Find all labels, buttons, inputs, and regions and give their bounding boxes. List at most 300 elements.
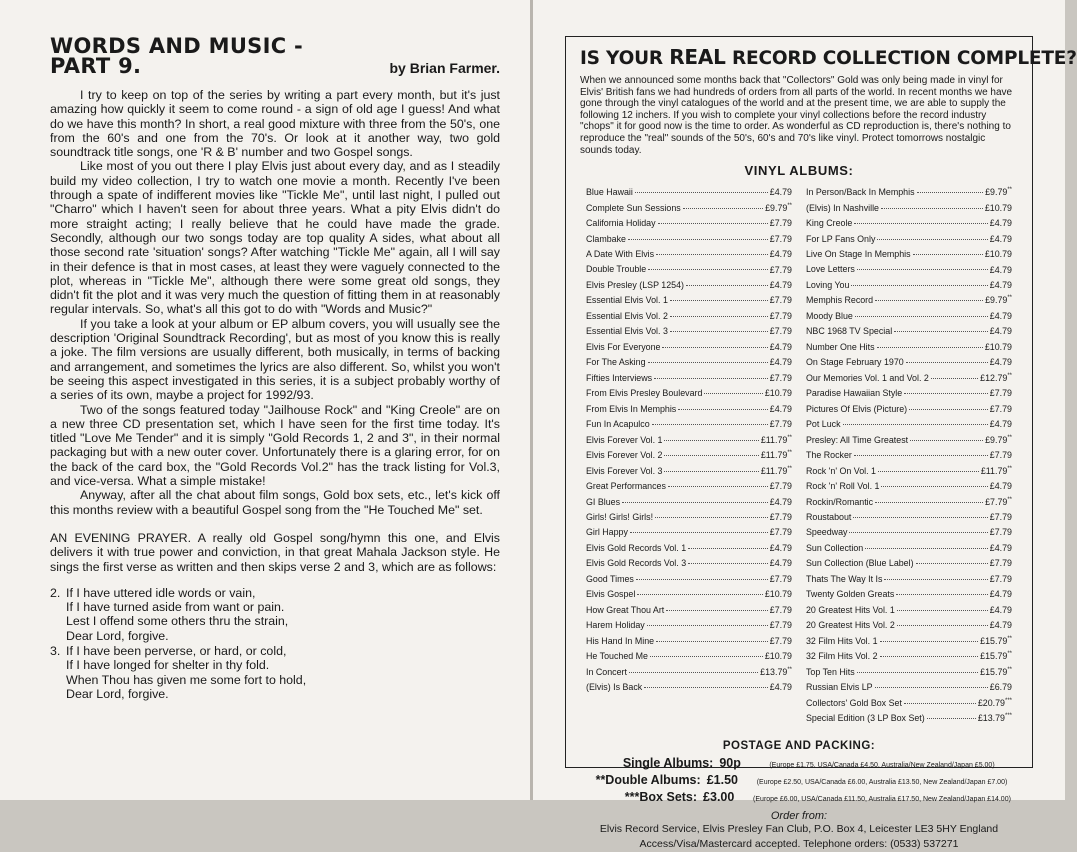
leader-dots bbox=[857, 672, 979, 673]
leader-dots bbox=[854, 223, 987, 224]
verse-line: Dear Lord, forgive. bbox=[66, 628, 169, 643]
song-section-intro: AN EVENING PRAYER. A really old Gospel song/hymn this one, and Elvis delivers it with true power and conviction, in that great Mahala Jackson style. He sings the first verse as written and then skips verse 2 and 3, which are as follows: bbox=[50, 530, 500, 574]
album-price bbox=[990, 354, 1012, 369]
album-price bbox=[978, 695, 1012, 710]
album-row bbox=[806, 571, 1012, 586]
lyrics-verses bbox=[50, 586, 500, 701]
album-title: From Elvis Presley Boulevard bbox=[586, 388, 703, 399]
album-row bbox=[586, 215, 792, 230]
album-price bbox=[770, 540, 792, 555]
album-title: Girls! Girls! Girls! bbox=[586, 511, 654, 522]
album-title: GI Blues bbox=[586, 496, 621, 507]
leader-dots bbox=[686, 285, 768, 286]
album-row bbox=[586, 354, 792, 369]
verse-line: Lest I offend some others thru the strain, bbox=[66, 614, 289, 629]
album-title: Pot Luck bbox=[806, 419, 841, 430]
rate-note: (Europe £2.50, USA/Canada £6.00, Australia £13.50, New Zealand/Japan £7.00) bbox=[756, 778, 1008, 786]
album-row bbox=[586, 401, 792, 416]
album-price-value: £20.79 bbox=[977, 697, 1005, 708]
album-price bbox=[985, 246, 1012, 261]
rate-label: Single Albums: bbox=[622, 755, 714, 770]
leader-dots bbox=[877, 239, 987, 240]
album-title: Elvis Gold Records Vol. 1 bbox=[586, 542, 687, 553]
album-price-value: £7.79 bbox=[989, 573, 1012, 584]
album-price-value: £7.79 bbox=[769, 635, 792, 646]
album-price bbox=[985, 494, 1012, 509]
album-price-value: £4.79 bbox=[989, 620, 1012, 631]
advert-title-pre: IS YOUR bbox=[580, 48, 670, 69]
postage-heading: POSTAGE AND PACKING: bbox=[722, 739, 876, 752]
leader-dots bbox=[637, 594, 763, 595]
album-row bbox=[806, 494, 1012, 509]
verse-number: 2. bbox=[50, 585, 61, 600]
album-price-value: £11.79 bbox=[760, 434, 788, 445]
album-title: Number One Hits bbox=[806, 341, 875, 352]
album-price bbox=[990, 679, 1012, 694]
album-price bbox=[770, 509, 792, 524]
album-price-marks: ** bbox=[1007, 496, 1012, 503]
leader-dots bbox=[897, 625, 988, 626]
album-row bbox=[586, 478, 792, 493]
leader-dots bbox=[654, 378, 768, 379]
leader-dots bbox=[880, 641, 979, 642]
postage-rate bbox=[580, 756, 1018, 773]
article-byline: by Brian Farmer. bbox=[389, 60, 500, 76]
album-price-marks: ** bbox=[787, 434, 792, 441]
leader-dots bbox=[851, 285, 987, 286]
album-title: Special Edition (3 LP Box Set) bbox=[806, 713, 925, 724]
article-body bbox=[50, 88, 500, 574]
leader-dots bbox=[917, 192, 984, 193]
album-row bbox=[586, 571, 792, 586]
album-price-value: £9.79 bbox=[985, 187, 1008, 198]
leader-dots bbox=[843, 424, 988, 425]
album-row bbox=[586, 494, 792, 509]
leader-dots bbox=[853, 517, 987, 518]
album-price-value: £7.79 bbox=[769, 264, 792, 275]
album-price-value: £4.79 bbox=[989, 264, 1012, 275]
album-price-marks: ** bbox=[787, 202, 792, 209]
album-title: Rock 'n' Roll Vol. 1 bbox=[806, 481, 880, 492]
album-price-value: £4.79 bbox=[769, 279, 792, 290]
album-title: Elvis Forever Vol. 2 bbox=[586, 450, 663, 461]
album-title: Collectors' Gold Box Set bbox=[806, 697, 902, 708]
album-price bbox=[985, 292, 1012, 307]
album-row bbox=[586, 664, 792, 679]
album-row bbox=[586, 370, 792, 385]
article-paragraph: I try to keep on top of the series by writing a part every month, but it's just amazing how quickly it seem to come round - a sign of old age I guess! And what do we have this month? In short, a real good mixture with three from the 50's, one from the 60's and one from the 70's. Or look at it another way, two gold soundtrack title songs, one 'R & B' number and two Gospel songs. bbox=[50, 88, 500, 160]
verse-lines bbox=[66, 644, 306, 701]
album-price-value: £4.79 bbox=[989, 542, 1012, 553]
album-row bbox=[586, 555, 792, 570]
leader-dots bbox=[896, 594, 987, 595]
album-price-value: £4.79 bbox=[989, 589, 1012, 600]
album-price bbox=[985, 200, 1012, 215]
album-title: Essential Elvis Vol. 2 bbox=[586, 310, 668, 321]
right-page bbox=[533, 0, 1077, 850]
album-price-value: £7.79 bbox=[769, 527, 792, 538]
album-title: 32 Film Hits Vol. 1 bbox=[806, 635, 878, 646]
leader-dots bbox=[854, 455, 988, 456]
album-title: Moody Blue bbox=[806, 310, 853, 321]
album-row bbox=[586, 633, 792, 648]
album-title: Elvis Gold Records Vol. 3 bbox=[586, 558, 687, 569]
album-price-marks: ** bbox=[787, 465, 792, 472]
album-price bbox=[980, 633, 1012, 648]
leader-dots bbox=[629, 672, 758, 673]
leader-dots bbox=[648, 269, 768, 270]
album-row bbox=[806, 617, 1012, 632]
album-price bbox=[770, 370, 792, 385]
article-paragraph: Like most of you out there I play Elvis just about every day, and as I steadily build my video collection, I try to watch one movie a month. Recently I've been through a spate of indifferent movies like "Tickle Me", until last night, I pulled out "Charro" which I haven't seen for about three years. What a pity Elvis didn't do more straight acting; I really believe that he could have made the grade. Secondly, although our two songs today are top quality A sides, what about all those second rate 'situation' songs? After watching "Tickle Me" again, all I will say in their defence is that in most cases, at least they were vaguely connected to the plot, whereas in "Tickle Me", although there were some great old songs, they didn't fit the plot and it was very much the question of fitting them in at reasonably regular intervals. So, what's all this got to do with "Words and Music?" bbox=[50, 159, 500, 317]
leader-dots bbox=[650, 656, 763, 657]
album-price-value: £13.79 bbox=[977, 713, 1005, 724]
leader-dots bbox=[628, 239, 768, 240]
album-row bbox=[806, 370, 1012, 385]
album-price bbox=[990, 416, 1012, 431]
album-price bbox=[770, 416, 792, 431]
rate-price: £3.00 bbox=[703, 789, 735, 804]
album-row bbox=[806, 200, 1012, 215]
album-price-value: £7.79 bbox=[769, 295, 792, 306]
album-title: In Person/Back In Memphis bbox=[806, 187, 915, 198]
album-price-value: £4.79 bbox=[989, 233, 1012, 244]
album-price-marks: *** bbox=[1004, 697, 1012, 704]
album-price-marks: ** bbox=[1007, 434, 1012, 441]
album-price bbox=[770, 602, 792, 617]
album-row bbox=[806, 416, 1012, 431]
album-row bbox=[586, 648, 792, 663]
album-price-value: £4.79 bbox=[769, 542, 792, 553]
album-price-marks: ** bbox=[787, 666, 792, 673]
album-price-value: £4.79 bbox=[989, 326, 1012, 337]
album-row bbox=[806, 602, 1012, 617]
album-title: His Hand In Mine bbox=[586, 635, 655, 646]
album-price bbox=[761, 432, 792, 447]
album-title: Elvis Gospel bbox=[586, 589, 636, 600]
album-row bbox=[806, 354, 1012, 369]
album-price bbox=[990, 215, 1012, 230]
album-price bbox=[770, 633, 792, 648]
leader-dots bbox=[931, 378, 978, 379]
album-price-value: £4.79 bbox=[769, 341, 792, 352]
album-title: A Date With Elvis bbox=[586, 249, 655, 259]
rate-note: (Europe £6.00, USA/Canada £11.50, Australia £17.50, New Zealand/Japan £14.00) bbox=[753, 795, 1011, 803]
album-price bbox=[770, 231, 792, 246]
leader-dots bbox=[865, 548, 988, 549]
album-title: Rockin/Romantic bbox=[806, 496, 874, 507]
album-title: 32 Film Hits Vol. 2 bbox=[806, 651, 878, 662]
album-price bbox=[770, 571, 792, 586]
album-price-value: £4.79 bbox=[989, 604, 1012, 615]
album-title: Clambake bbox=[586, 233, 626, 244]
record-advert bbox=[565, 36, 1077, 850]
rate-note: (Europe £1.75, USA/Canada £4.50, Australia/New Zealand/Japan £5.00) bbox=[769, 761, 995, 769]
album-title: (Elvis) In Nashville bbox=[806, 202, 879, 213]
leader-dots bbox=[656, 254, 768, 255]
album-price bbox=[981, 463, 1012, 478]
album-price-value: £4.79 bbox=[989, 481, 1012, 492]
album-price-value: £11.79 bbox=[980, 465, 1008, 476]
album-title: Roustabout bbox=[806, 511, 852, 522]
album-price bbox=[990, 401, 1012, 416]
leader-dots bbox=[906, 362, 988, 363]
album-price-marks: ** bbox=[1007, 372, 1012, 379]
album-price bbox=[978, 710, 1012, 725]
album-price bbox=[990, 571, 1012, 586]
album-price-value: £7.79 bbox=[769, 326, 792, 337]
album-row bbox=[586, 447, 792, 462]
album-price bbox=[770, 524, 792, 539]
album-row bbox=[806, 262, 1012, 277]
album-row bbox=[806, 231, 1012, 246]
album-title: Sun Collection bbox=[806, 542, 864, 553]
album-price-value: £4.79 bbox=[989, 279, 1012, 290]
album-price-value: £7.79 bbox=[769, 604, 792, 615]
album-row bbox=[586, 540, 792, 555]
lyrics-verse bbox=[50, 586, 500, 643]
album-price bbox=[990, 323, 1012, 338]
album-row bbox=[806, 339, 1012, 354]
leader-dots bbox=[894, 331, 988, 332]
vinyl-albums-heading: VINYL ALBUMS: bbox=[744, 163, 854, 179]
advert-title-post: RECORD COLLECTION COMPLETE? bbox=[725, 48, 1077, 69]
leader-dots bbox=[655, 517, 768, 518]
album-price-value: £10.79 bbox=[984, 249, 1012, 259]
album-row bbox=[586, 416, 792, 431]
album-row bbox=[806, 463, 1012, 478]
album-price bbox=[770, 246, 792, 261]
leader-dots bbox=[897, 610, 988, 611]
verse-line: If I have turned aside from want or pain. bbox=[66, 600, 285, 615]
album-price-value: £4.79 bbox=[769, 187, 792, 198]
album-title: NBC 1968 TV Special bbox=[806, 326, 893, 337]
article-title-line-2: PART 9. bbox=[50, 54, 142, 78]
leader-dots bbox=[652, 424, 768, 425]
album-row bbox=[806, 215, 1012, 230]
album-title: Girl Happy bbox=[586, 527, 628, 538]
album-title: Presley: All Time Greatest bbox=[806, 434, 909, 445]
leader-dots bbox=[630, 532, 768, 533]
album-title: Complete Sun Sessions bbox=[586, 202, 681, 213]
album-title: Twenty Golden Greats bbox=[806, 589, 895, 600]
leader-dots bbox=[636, 579, 768, 580]
album-price bbox=[990, 277, 1012, 292]
album-title: Paradise Hawaiian Style bbox=[806, 388, 903, 399]
album-row bbox=[586, 184, 792, 199]
album-price bbox=[990, 478, 1012, 493]
verse-line: Dear Lord, forgive. bbox=[66, 686, 169, 701]
album-title: Thats The Way It Is bbox=[806, 573, 883, 584]
album-row bbox=[586, 308, 792, 323]
album-price bbox=[770, 323, 792, 338]
album-title: Fifties Interviews bbox=[586, 372, 653, 383]
album-price-value: £4.79 bbox=[769, 682, 792, 693]
leader-dots bbox=[688, 548, 768, 549]
leader-dots bbox=[910, 440, 983, 441]
album-price-value: £10.79 bbox=[984, 341, 1012, 352]
album-price bbox=[980, 370, 1012, 385]
album-price-value: £7.79 bbox=[989, 450, 1012, 461]
album-row bbox=[806, 478, 1012, 493]
leader-dots bbox=[664, 455, 758, 456]
album-row bbox=[806, 401, 1012, 416]
album-price-value: £4.79 bbox=[769, 496, 792, 507]
leader-dots bbox=[881, 486, 987, 487]
album-price bbox=[765, 200, 792, 215]
album-title: Love Letters bbox=[806, 264, 855, 275]
album-price-value: £7.79 bbox=[989, 388, 1012, 399]
album-row bbox=[806, 679, 1012, 694]
album-price bbox=[985, 339, 1012, 354]
album-row bbox=[586, 262, 792, 277]
album-price bbox=[761, 447, 792, 462]
album-row bbox=[586, 524, 792, 539]
album-title: Russian Elvis LP bbox=[806, 682, 873, 693]
album-price bbox=[770, 555, 792, 570]
postage-rate bbox=[580, 790, 1018, 807]
album-price bbox=[770, 494, 792, 509]
album-row bbox=[806, 447, 1012, 462]
leader-dots bbox=[622, 502, 768, 503]
album-price-value: £4.79 bbox=[769, 249, 792, 259]
album-price bbox=[990, 262, 1012, 277]
album-price bbox=[770, 401, 792, 416]
album-price-marks: ** bbox=[1007, 635, 1012, 642]
album-row bbox=[586, 200, 792, 215]
album-price-value: £10.79 bbox=[764, 388, 792, 399]
verse-line: If I have uttered idle words or vain, bbox=[66, 585, 256, 600]
album-price bbox=[760, 664, 792, 679]
album-title: He Touched Me bbox=[586, 651, 648, 662]
album-price-value: £7.79 bbox=[989, 511, 1012, 522]
album-price bbox=[765, 648, 792, 663]
album-row bbox=[806, 648, 1012, 663]
album-price-list bbox=[580, 184, 1018, 725]
postage-rate bbox=[580, 773, 1018, 790]
album-price-value: £7.79 bbox=[989, 527, 1012, 538]
album-price-value: £9.79 bbox=[985, 434, 1008, 445]
album-title: Our Memories Vol. 1 and Vol. 2 bbox=[806, 372, 929, 383]
album-row bbox=[586, 339, 792, 354]
album-row bbox=[586, 463, 792, 478]
album-price bbox=[990, 509, 1012, 524]
album-price-value: £7.79 bbox=[769, 481, 792, 492]
leader-dots bbox=[664, 440, 758, 441]
album-price-value: £7.79 bbox=[769, 620, 792, 631]
leader-dots bbox=[658, 223, 768, 224]
album-title: Memphis Record bbox=[806, 295, 874, 306]
leader-dots bbox=[880, 656, 979, 657]
album-title: Double Trouble bbox=[586, 264, 647, 275]
album-row bbox=[586, 509, 792, 524]
album-price-value: £7.79 bbox=[769, 419, 792, 430]
album-row bbox=[806, 664, 1012, 679]
album-price bbox=[770, 292, 792, 307]
album-price bbox=[980, 664, 1012, 679]
leader-dots bbox=[683, 208, 763, 209]
leader-dots bbox=[881, 208, 983, 209]
album-title: The Rocker bbox=[806, 450, 852, 461]
article-header bbox=[50, 36, 500, 76]
album-price-value: £4.79 bbox=[769, 403, 792, 414]
album-price-value: £15.79 bbox=[980, 651, 1008, 662]
album-price bbox=[990, 617, 1012, 632]
leader-dots bbox=[647, 625, 768, 626]
album-row bbox=[586, 617, 792, 632]
album-row bbox=[586, 277, 792, 292]
order-from-label: Order from: bbox=[770, 809, 828, 822]
leader-dots bbox=[688, 563, 768, 564]
leader-dots bbox=[904, 393, 988, 394]
album-title: Essential Elvis Vol. 3 bbox=[586, 326, 668, 337]
album-price-marks: ** bbox=[1007, 666, 1012, 673]
album-price-value: £7.79 bbox=[769, 218, 792, 229]
leader-dots bbox=[656, 641, 768, 642]
album-price-value: £4.79 bbox=[989, 310, 1012, 321]
album-row bbox=[806, 385, 1012, 400]
album-price bbox=[770, 617, 792, 632]
album-row bbox=[806, 432, 1012, 447]
album-title: Rock 'n' On Vol. 1 bbox=[806, 465, 876, 476]
album-price bbox=[770, 478, 792, 493]
album-title: Speedway bbox=[806, 527, 848, 538]
album-price-value: £4.79 bbox=[769, 558, 792, 569]
album-price-value: £7.79 bbox=[769, 573, 792, 584]
album-price-marks: ** bbox=[1007, 295, 1012, 302]
leader-dots bbox=[668, 486, 768, 487]
rate-price: 90p bbox=[719, 755, 741, 770]
album-title: For LP Fans Only bbox=[806, 233, 876, 244]
album-price-value: £7.79 bbox=[769, 511, 792, 522]
verse-number: 3. bbox=[50, 643, 61, 658]
album-price bbox=[990, 540, 1012, 555]
album-row bbox=[806, 524, 1012, 539]
album-title: California Holiday bbox=[586, 218, 656, 229]
album-title: Loving You bbox=[806, 279, 850, 290]
rate-label: ***Box Sets: bbox=[624, 789, 698, 804]
leader-dots bbox=[855, 316, 988, 317]
leader-dots bbox=[877, 347, 983, 348]
order-payment: Access/Visa/Mastercard accepted. Telephone orders: (0533) 537271 bbox=[639, 837, 959, 850]
album-price bbox=[770, 262, 792, 277]
album-price-marks: ** bbox=[787, 450, 792, 457]
leader-dots bbox=[635, 192, 768, 193]
album-price-value: £7.79 bbox=[769, 233, 792, 244]
advert-intro: When we announced some months back that "Collectors" Gold was only being made in vinyl for Elvis' British fans we had hundreds of orders from all parts of the world. In recent months we have gone through the vinyl catalogues of the world and at the present time, we are able to supply the following 12 inchers. If you wish to complete your vinyl collections before the record industry "chops" it for good now is the time to order. As wonderful as CD reproduction is, there's nothing to reproduce the "real" sounds of the 50's, 60's and 70's like vinyl. Protect tomorrows nostalgic sounds today. bbox=[580, 75, 1013, 156]
album-price-marks: *** bbox=[1004, 713, 1012, 720]
album-title: Elvis For Everyone bbox=[586, 341, 661, 352]
album-row bbox=[806, 246, 1012, 261]
album-row bbox=[586, 385, 792, 400]
album-row bbox=[586, 292, 792, 307]
album-price bbox=[990, 524, 1012, 539]
album-price bbox=[770, 308, 792, 323]
album-row bbox=[806, 509, 1012, 524]
leader-dots bbox=[678, 409, 768, 410]
album-price-value: £12.79 bbox=[980, 372, 1008, 383]
leader-dots bbox=[927, 718, 976, 719]
album-title: King Creole bbox=[806, 218, 853, 229]
album-price bbox=[990, 602, 1012, 617]
album-price-value: £6.79 bbox=[989, 682, 1012, 693]
album-title: 20 Greatest Hits Vol. 1 bbox=[806, 604, 895, 615]
album-row bbox=[586, 602, 792, 617]
leader-dots bbox=[875, 502, 983, 503]
album-price bbox=[985, 432, 1012, 447]
album-row bbox=[806, 540, 1012, 555]
leader-dots bbox=[878, 471, 979, 472]
